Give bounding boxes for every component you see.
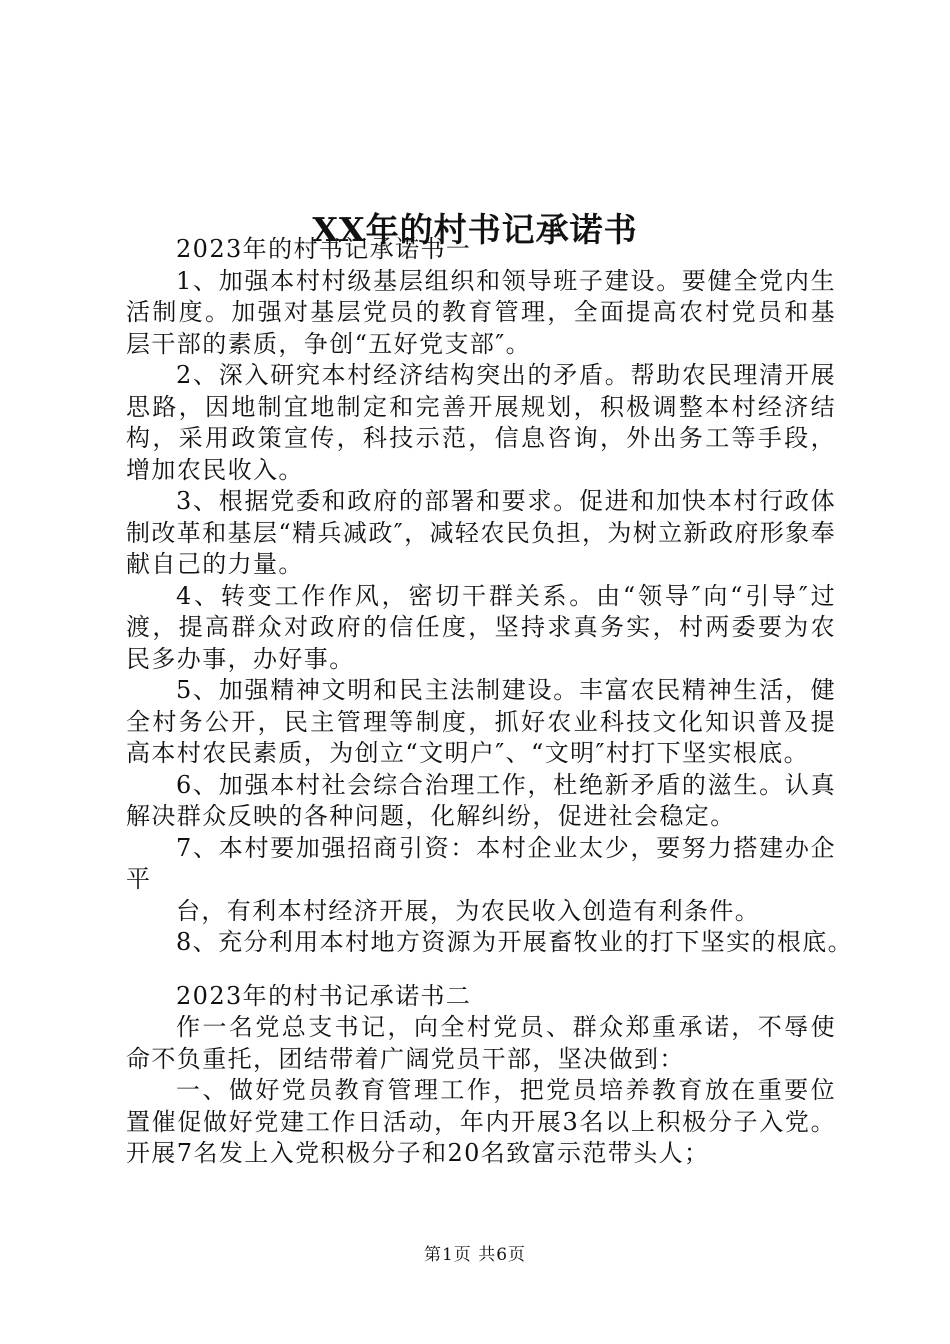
paragraph-item-6: 6、加强本村社会综合治理工作，杜绝新矛盾的滋生。认真解决群众反映的各种问题，化解纠纷，促进社会稳定。 — [126, 770, 836, 830]
section-heading-2: 2023年的村书记承诺书二 — [176, 981, 472, 1010]
paragraph-item-7: 7、本村要加强招商引资：本村企业太少，要努力搭建办企平 — [126, 833, 836, 893]
page-footer: 第1页 共6页 — [423, 1245, 527, 1265]
paragraph-item-8: 8、充分利用本村地方资源为开展畜牧业的打下坚实的根底。 — [176, 928, 854, 956]
paragraph-item-3: 3、根据党委和政府的部署和要求。促进和加快本村行政体制改革和基层“精兵减政″，减轻农民负担，为树立新政府形象奉献自己的力量。 — [126, 487, 836, 578]
paragraph-item-1: 1、加强本村村级基层组织和领导班子建设。要健全党内生活制度。加强对基层党员的教育管理，全面提高农村党员和基层干部的素质，争创“五好党支部″。 — [126, 266, 836, 358]
paragraph-item-4: 4、转变工作作风，密切干群关系。由“领导″向“引导″过渡，提高群众对政府的信任度，坚持求真务实，村两委要为农民多办事，办好事。 — [126, 581, 836, 673]
section-heading-1: 2023年的村书记承诺书一 — [176, 235, 472, 263]
document-body — [126, 234, 854, 1170]
paragraph-item-2: 2、深入研究本村经济结构突出的矛盾。帮助农民理清开展思路，因地制宜地制定和完善开展规划，积极调整本村经济结构，采用政策宣传，科技示范，信息咨询，外出务工等手段，增加农民收入。 — [126, 361, 836, 484]
paragraph-item-5: 5、加强精神文明和民主法制建设。丰富农民精神生活，健全村务公开，民主管理等制度，抓好农业科技文化知识普及提高本村农民素质，为创立“文明户″、“文明″村打下坚实根底。 — [126, 676, 836, 767]
paragraph-item-7-continued: 台，有利本村经济开展，为农民收入创造有利条件。 — [176, 896, 761, 925]
paragraph-point-1: 一、做好党员教育管理工作，把党员培养教育放在重要位置催促做好党建工作日活动，年内开展3名以上积极分子入党。开展7名发上入党积极分子和20名致富示范带头人； — [126, 1076, 836, 1167]
paragraph-intro-2: 作一名党总支书记，向全村党员、群众郑重承诺，不辱使命不负重托，团结带着广阔党员干部，坚决做到： — [126, 1013, 836, 1073]
document-title: XX年的村书记承诺书 — [312, 210, 638, 250]
